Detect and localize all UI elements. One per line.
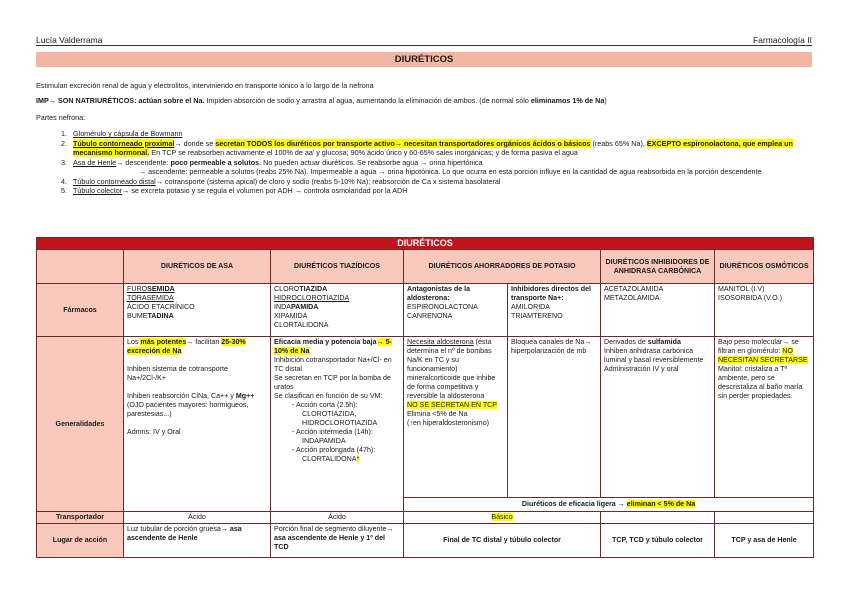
table-title: DIURÉTICOS	[37, 238, 814, 250]
text-part: asa ascendente de Henle	[127, 525, 242, 542]
lugar-anhidrasa: TCP, TCD y túbulo colector	[601, 524, 715, 558]
lugar-tiazidicos	[271, 524, 404, 558]
drug-canrenona: CANRENONA	[407, 312, 453, 320]
gen-an-admin: Administración IV y oral	[604, 365, 679, 373]
gen-os-manitol: Manitol: cristaliza a Tª ambiente, pero se descristaliza al baño maría sin perder propiedades.	[718, 365, 803, 400]
imp-bold: eliminamos 1% de Na	[530, 96, 605, 105]
gen-tz-corta: - Acción corta (2.5h): CLOROTIAZIDA, HIDROCLOROTIAZIDA	[292, 401, 378, 427]
nefrona-tcp: Túbulo contorneado proximal	[73, 138, 175, 148]
text-part: más potentes	[140, 338, 187, 346]
gen-asa-reabsorcion	[127, 392, 267, 419]
drug-part: TADINA	[147, 312, 174, 320]
text-part: → 5-10% de Na	[274, 338, 392, 355]
drug-etacrinico: ÁCIDO ETACRÍNICO	[127, 303, 195, 311]
gen-ah-no-secretan: NO SE SECRETAN EN TCP	[407, 401, 498, 409]
drug-part: SEMIDA	[147, 285, 175, 293]
text-part: eliminan < 5% de Na	[626, 500, 696, 508]
gen-tiazidicos	[271, 337, 404, 512]
intro-line: Estimulan excreción renal de agua y electrolitos, interviniendo en transporte iónico a lo largo de la nefrona	[36, 81, 374, 90]
nefrona-list	[36, 129, 812, 196]
drug-clortalidona: CLORTALIDONA	[274, 321, 329, 329]
gen-asa	[124, 337, 271, 512]
drug-part: PAMIDA	[290, 303, 319, 311]
drug-group-title: Antagonistas de la aldosterona:	[407, 285, 471, 302]
gen-ah-aldosterona	[407, 338, 504, 401]
imp-end: )	[604, 96, 607, 105]
drug-bumetadina	[127, 312, 267, 321]
drug-part: FURO	[127, 285, 148, 293]
drug-triamtereno: TRIAMTERENO	[511, 312, 563, 320]
row-label-generalidades: Generalidades	[37, 337, 124, 512]
row-label-lugar: Lugar de acción	[37, 524, 124, 558]
nefrona-tcp-highlight: secretan TODOS los diuréticos por transporte activo→ necesitan transportadores orgánicos ácidos o básicos	[215, 138, 591, 148]
text-part: Diuréticos de eficacia ligera →	[521, 500, 627, 508]
farmacos-anhidrasa	[601, 284, 715, 337]
author-name: Lucía Valderrama	[36, 35, 103, 45]
text-part: Eficacia media y potencia baja	[274, 338, 377, 346]
gen-ah-bloquea: Bloquea canales de Na→ hiperpolarización de mb	[511, 338, 592, 355]
header-asa: DIURÉTICOS DE ASA	[124, 250, 271, 284]
list-item	[69, 158, 812, 177]
text-part: Acción corta (2.5h): CLOROTIAZIDA, HIDROCLOROTIAZIDA	[295, 401, 378, 427]
nefrona-tcp-rest: En TCP se reabsorben activamente el 100% de aa' y glucosa; 90% ácido úrico y 60-65% sales inorgánicas; y de forma pasiva el agua	[149, 148, 578, 157]
gen-asa-potencia	[127, 338, 267, 356]
drug-amilorida: AMILORIDA	[511, 303, 551, 311]
imp-label: IMP→ SON NATRIURÉTICOS: actúan sobre el Na.	[36, 96, 205, 105]
gen-asa-admin: Admns: IV y Oral	[127, 428, 181, 436]
gen-an-inhiben: Inhiben anhidrasa carbónica luminal y basal reversiblemente	[604, 347, 704, 364]
nefrona-henle-asc: → ascendente: permeable a solutos (reabs 25% Na). Impermeable a agua → orina hipotónica. Lo que ocurra en esta porción influye en la cantidad de agua reabsorbida en la porción descendente	[139, 167, 762, 176]
page-title: DIURÉTICOS	[36, 52, 812, 67]
gen-ahorradores-directos	[508, 337, 601, 498]
gen-an-derivados	[604, 338, 711, 347]
drug-part: TIAZIDA	[299, 285, 328, 293]
drug-furosemida	[127, 285, 267, 294]
farmacos-ahorradores-aldosterona	[404, 284, 508, 337]
gen-asa-cotransporte: Inhiben sistema de cotransporte Na+/2Cl-/K+	[127, 365, 228, 382]
lugar-ahorradores: Final de TC distal y túbulo colector	[404, 524, 601, 558]
lugar-asa	[124, 524, 271, 558]
header-divider	[36, 45, 812, 46]
imp-line	[36, 96, 812, 105]
header-ahorradores: DIURÉTICOS AHORRADORES DE POTASIO	[404, 250, 601, 284]
transp-ahorradores	[404, 512, 601, 524]
drug-group-title: Inhibidores directos del transporte Na+:	[511, 285, 592, 302]
text-part: Básico	[491, 513, 513, 521]
text-part: (ésta determina el nº de bombas Na/K en TC y su funcionamiento) mineralcorticoide que inhibe de forma competitiva y reversible la aldosterona	[407, 338, 496, 400]
text-part: Mg++	[235, 392, 255, 400]
row-label-farmacos: Fármacos	[37, 284, 124, 337]
text-part: (OJO pacientes mayores: hormigueos, parestesias...)	[127, 401, 249, 418]
text-part: Inhiben reabsorción ClNa, Ca++ y	[127, 392, 236, 400]
gen-tz-prolongada: - Acción prolongada (47h): CLORTALIDONA*	[292, 446, 376, 463]
text-part: Necesita aldosterona	[407, 338, 474, 346]
list-item	[69, 186, 812, 196]
text-part: *	[356, 455, 360, 463]
drug-part: BUME	[127, 312, 148, 320]
transp-osmoticos	[715, 512, 814, 524]
drug-torasemida: TORASEMIDA	[127, 294, 174, 302]
text-part: → facilitan	[186, 338, 222, 346]
drug-metazolamida: METAZOLAMIDA	[604, 294, 660, 302]
list-item	[69, 139, 812, 158]
drug-isosorbida: ISOSORBIDA (V.O.)	[718, 294, 782, 302]
gen-tz-secrecion: Se secretan en TCP por la bomba de uratos	[274, 374, 391, 391]
text-part: asa ascendente de Henle y 1º del TCD	[274, 534, 386, 551]
gen-osmoticos	[715, 337, 814, 498]
nefrona-henle-rest: . No pueden actuar diuréticos. Se reabsorbe agua → orina hipertónica	[259, 157, 483, 167]
drug-indapamida	[274, 303, 400, 312]
gen-tz-eficacia	[274, 338, 400, 356]
farmacos-ahorradores-directos	[508, 284, 601, 337]
diureticos-table	[36, 237, 814, 558]
nefrona-colector: Túbulo colector	[73, 186, 123, 195]
nefrona-tcd: Túbulo contorneado distal	[73, 176, 156, 186]
nefrona-tcp-text: → donde se	[174, 138, 216, 148]
gen-eficacia-ligera	[404, 498, 814, 512]
farmacos-tiazidicos	[271, 284, 404, 337]
gen-ah-elimina: Elimina <5% de Na	[407, 410, 468, 418]
text-part: Los	[127, 338, 141, 346]
gen-os-peso	[718, 338, 810, 365]
nefrona-tcd-text: → cotransporte (sistema apical) de cloro y sodio (reabs 5-10% Na); reabsorción de Ca x sistema basolateral	[155, 176, 501, 186]
nefrona-henle-bold: poco permeable a solutos	[170, 157, 260, 167]
text-part: Acción prolongada (47h): CLORTALIDONA	[295, 446, 376, 463]
gen-ahorradores-aldosterona	[404, 337, 508, 498]
drug-acetazolamida: ACETAZOLAMIDA	[604, 285, 664, 293]
nefrona-tcp-reabs: (reabs 65% Na),	[590, 138, 647, 148]
drug-manitol: MANITOL (I.V)	[718, 285, 765, 293]
gen-anhidrasa	[601, 337, 715, 498]
header-tiazidicos: DIURÉTICOS TIAZÍDICOS	[271, 250, 404, 284]
list-item	[69, 129, 812, 139]
drug-clorotiazida	[274, 285, 400, 294]
gen-tz-inhibicion: Inhibición cotransportador Na+/Cl- en TC distal	[274, 356, 392, 373]
nefrona-colector-text: → se excreta potasio y se regula el volumen por ADH → controla osmolaridad por la ADH	[122, 186, 408, 195]
text-part: Bajo peso molecular→ se filtran en glomérulo:	[718, 338, 799, 355]
nefrona-tcp-excepto: EXCEPTO espironolactona, que emplea un mecanismo hormonal.	[73, 138, 793, 157]
farmacos-osmoticos	[715, 284, 814, 337]
header-osmoticos: DIURÉTICOS OSMÓTICOS	[715, 250, 814, 284]
transp-anhidrasa	[601, 512, 715, 524]
gen-tz-intermedia: - Acción intermedia (14h): INDAPAMIDA	[292, 428, 373, 445]
text-part: Luz tubular de porción gruesa→	[127, 525, 230, 533]
text-part: NO NECESITAN SECRETARSE	[718, 347, 808, 364]
header-empty	[37, 250, 124, 284]
text-part: Acción intermedia (14h): INDAPAMIDA	[295, 428, 373, 445]
imp-text: Impiden absorción de sodio y arrastra al agua, aumentando la eliminación de ambos. (de normal sólo	[204, 96, 531, 105]
drug-hidroclorotiazida: HIDROCLOROTIAZIDA	[274, 294, 350, 302]
nefrona-henle: Asa de Henle	[73, 157, 117, 167]
text-part: Porción final de segmento diluyente→	[274, 525, 394, 533]
gen-ah-hiperaldo: (↑en hiperaldosteronismo)	[407, 419, 490, 427]
header-anhidrasa: DIURÉTICOS INHIBIDORES DE ANHIDRASA CARBÓNICA	[601, 250, 715, 284]
text-part: 25-30% excreción de Na	[127, 338, 246, 355]
drug-part: CLORO	[274, 285, 300, 293]
list-item	[69, 177, 812, 187]
lugar-osmoticos: TCP y asa de Henle	[715, 524, 814, 558]
drug-espironolactona: ESPIRONOLACTONA	[407, 303, 478, 311]
subject-name: Farmacología II	[752, 35, 812, 45]
nefrona-henle-desc: → descendente:	[116, 157, 171, 167]
text-part: Derivados de	[604, 338, 648, 346]
transp-tiazidicos: Ácido	[271, 512, 404, 524]
partes-label: Partes nefrona:	[36, 113, 86, 122]
transp-asa: Ácido	[124, 512, 271, 524]
gen-tz-clasificacion: Se clasifican en función de su VM:	[274, 392, 383, 400]
drug-part: INDA	[274, 303, 291, 311]
farmacos-asa	[124, 284, 271, 337]
nefrona-glomerulo: Glomérulo y cápsula de Bowmann	[73, 129, 183, 138]
row-label-transportador: Transportador	[37, 512, 124, 524]
text-part: sulfamida	[647, 338, 681, 346]
drug-xipamida: XIPAMIDA	[274, 312, 308, 320]
